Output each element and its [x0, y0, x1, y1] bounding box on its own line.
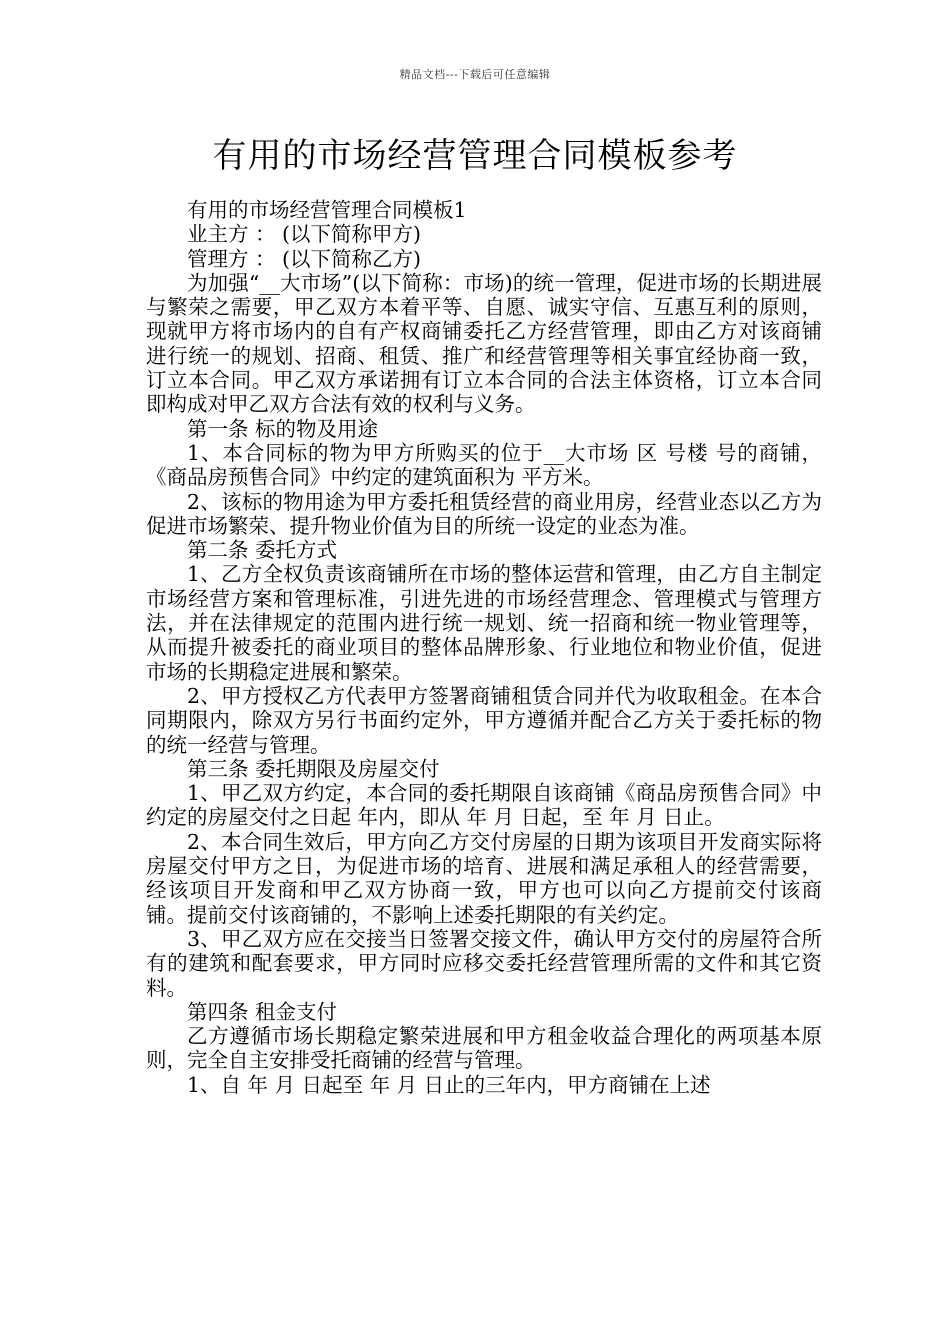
article-4-clause-1: 1、自 年 月 日起至 年 月 日止的三年内，甲方商铺在上述	[187, 1072, 711, 1097]
paragraph-preamble: 为加强“__大市场”(以下简称：市场)的统一管理，促进市场的长期进展与繁荣之需要，甲乙双方本着平等、自愿、诚实守信、互惠互利的原则，现就甲方将市场内的自有产权商铺委托乙方经营管理，即由乙方对该商铺进行统一的规划、招商、租赁、推广和经营管理等相关事宜经协商一致，订立本合同。甲乙双方承诺拥有订立本合同的合法主体资格，订立本合同即构成对甲乙双方合法有效的权利与义务。	[146, 270, 822, 417]
paragraph-manager-party: 管理方 ： (以下简称乙方)	[187, 246, 422, 271]
article-2-clause-1: 1、乙方全权负责该商铺所在市场的整体运营和管理，由乙方自主制定市场经营方案和管理标准，引进先进的市场经营理念、管理模式与管理方法，并在法律规定的范围内进行统一规划、统一招商和统一物业管理等，从而提升被委托的商业项目的整体品牌形象、行业地位和物业价值，促进市场的长期稳定进展和繁荣。	[146, 562, 822, 684]
article-1-clause-2: 2、该标的物用途为甲方委托租赁经营的商业用房，经营业态以乙方为促进市场繁荣、提升物业价值为目的所统一设定的业态为准。	[146, 489, 822, 538]
article-3-clause-2: 2、本合同生效后，甲方向乙方交付房屋的日期为该项目开发商实际将房屋交付甲方之日，为促进市场的培育、进展和满足承租人的经营需要，经该项目开发商和甲乙双方协商一致，甲方也可以向乙方提前交付该商铺。提前交付该商铺的，不影响上述委托期限的有关约定。	[146, 829, 822, 927]
article-3-clause-3: 3、甲乙双方应在交接当日签署交接文件，确认甲方交付的房屋符合所有的建筑和配套要求，甲方同时应移交委托经营管理所需的文件和其它资料。	[146, 926, 822, 1000]
article-1-clause-1: 1、本合同标的物为甲方所购买的位于__大市场 区 号楼 号的商铺，《商品房预售合同》中约定的建筑面积为 平方米。	[146, 440, 822, 490]
paragraph-template-subtitle: 有用的市场经营管理合同模板1	[187, 198, 467, 222]
article-3-heading: 第三条 委托期限及房屋交付	[187, 756, 440, 781]
document-title: 有用的市场经营管理合同模板参考	[212, 136, 738, 176]
header-note: 精品文档---下载后可任意编辑	[399, 68, 551, 81]
article-1-heading: 第一条 标的物及用途	[187, 416, 379, 441]
article-4-heading: 第四条 租金支付	[187, 999, 338, 1024]
article-4-intro: 乙方遵循市场长期稳定繁荣进展和甲方租金收益合理化的两项基本原则，完全自主安排受托商铺的经营与管理。	[146, 1024, 822, 1073]
article-2-heading: 第二条 委托方式	[187, 538, 338, 563]
article-3-clause-1: 1、甲乙双方约定，本合同的委托期限自该商铺《商品房预售合同》中约定的房屋交付之日起 年内，即从 年 月 日起，至 年 月 日止。	[146, 781, 822, 830]
document-body	[146, 198, 822, 1097]
paragraph-owner-party: 业主方 ： (以下简称甲方)	[187, 222, 422, 247]
article-2-clause-2: 2、甲方授权乙方代表甲方签署商铺租赁合同并代为收取租金。在本合同期限内，除双方另行书面约定外，甲方遵循并配合乙方关于委托标的物的统一经营与管理。	[146, 683, 822, 757]
